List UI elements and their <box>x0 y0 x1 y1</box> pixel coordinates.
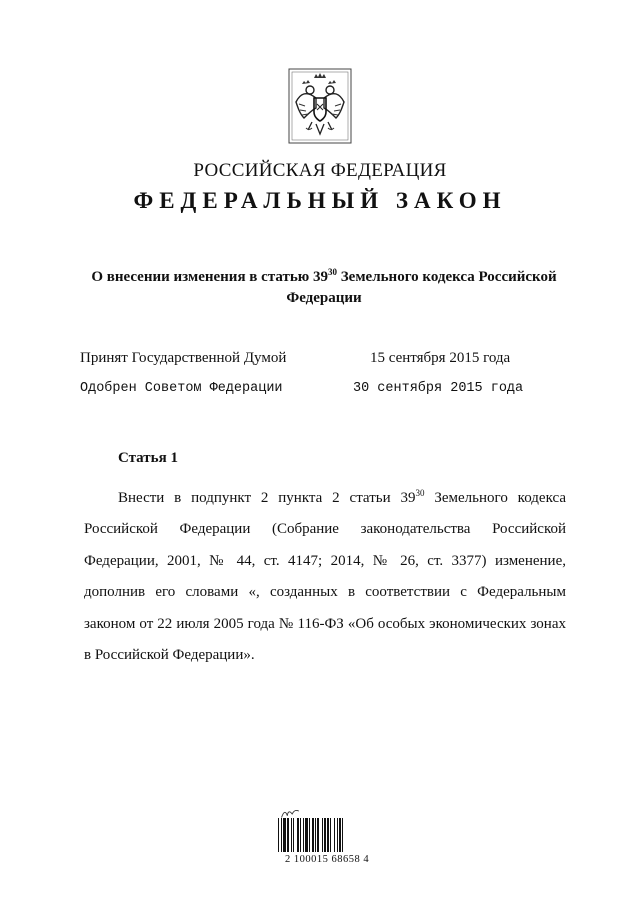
law-title-pre: О внесении изменения в статью 39 <box>91 269 328 285</box>
barcode-bar <box>342 818 343 852</box>
barcode-bar <box>297 818 299 852</box>
barcode-bar <box>303 818 304 852</box>
barcode-bar <box>339 818 341 852</box>
barcode-bar <box>315 818 316 852</box>
barcode-bar <box>334 818 335 852</box>
council-date: 30 сентября 2015 года <box>353 381 524 396</box>
article-text-pre: Внести в подпункт 2 пункта 2 статьи 39 <box>118 490 416 506</box>
article-text-sup: 30 <box>415 488 425 498</box>
barcode-bar <box>300 818 301 852</box>
barcode <box>262 808 392 870</box>
barcode-bar <box>337 818 338 852</box>
document-type: ФЕДЕРАЛЬНЫЙ ЗАКОН <box>133 188 507 213</box>
article-body <box>84 483 566 671</box>
barcode-bar <box>278 818 279 852</box>
barcode-bar <box>327 818 329 852</box>
article-heading: Статья 1 <box>118 450 178 466</box>
law-title <box>90 262 558 309</box>
barcode-bar <box>283 818 286 852</box>
law-title-post: Земельного кодекса Российской Федерации <box>286 269 557 306</box>
duma-label: Принят Государственной Думой <box>80 350 287 366</box>
law-title-sup: 30 <box>328 267 337 277</box>
council-label: Одобрен Советом Федерации <box>80 381 283 396</box>
barcode-bar <box>317 818 319 852</box>
barcode-number: 2 100015 68658 4 <box>284 854 370 865</box>
barcode-bar <box>287 818 289 852</box>
barcode-bar <box>281 818 282 852</box>
duma-date: 15 сентября 2015 года <box>370 350 511 366</box>
coat-of-arms-icon <box>288 68 352 144</box>
article-text-post: Земельного кодекса Российской Федерации (Собрание законодательства Российской Федерации, 2001, № 44, ст. 4147; 2014, № 26, ст. 3377) изменение, дополнив его словами «, созданных в соответствии с Федеральным законом от 22 июля 2005 года № 116-ФЗ «Об особых экономических зонах в Российской Федерации». <box>84 490 566 664</box>
barcode-bar <box>305 818 308 852</box>
barcode-bar <box>291 818 292 852</box>
barcode-bar <box>309 818 310 852</box>
barcode-bar <box>312 818 314 852</box>
barcode-bar <box>324 818 326 852</box>
barcode-bar <box>330 818 331 852</box>
barcode-bar <box>293 818 294 852</box>
country-name: РОССИЙСКАЯ ФЕДЕРАЦИЯ <box>193 160 447 181</box>
barcode-bars <box>278 818 376 852</box>
barcode-bar <box>322 818 323 852</box>
